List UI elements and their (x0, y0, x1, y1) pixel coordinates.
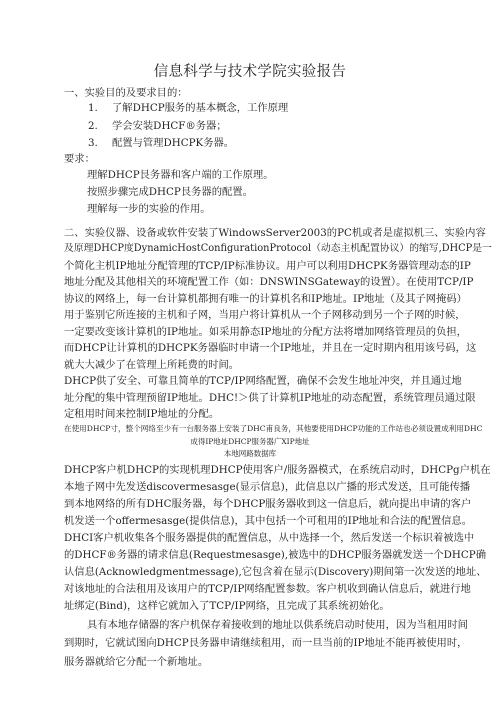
body-line: 本地子网中先发送discovermesasge(显示信息)，此信息以广播的形式发送，且可能传播 (64, 481, 471, 493)
requirements-heading: 要求： (64, 153, 95, 165)
body-line: 址绑定(Bind)，这样它就加入了TCP/IP网络，且完成了其系统初始化。 (64, 600, 390, 612)
list-item: 了解DHCP服务的基本概念，工作原理 (112, 102, 289, 114)
list-item: 配置与管理DHCPK务器。 (112, 137, 235, 149)
body-line: DHCP供了安全、可靠且简单的TCP/IP网络配置，确保不会发生地址冲突，并且通过地 (64, 375, 462, 387)
body-line: 一定要改变该计算机的IP地址。如采用静态IP地址的分配方法将增加网络管理员的负担， (64, 326, 467, 338)
body-line: 服务器就给它分配一个新地址。 (64, 656, 209, 668)
report-title: 信息科学与技术学院实验报告 (153, 64, 347, 80)
body-line: DHCI客户机收集各个服务器提供的配置信息，从中选择一个，然后发送一个标识着被选中 (64, 532, 475, 544)
requirement-item: 按照步骤完成DHCP艮务器的配置。 (87, 186, 253, 198)
body-line: 用于鉴别它所连接的主机和子网，当用户将计算机从一个子网移动到另一个子网的时候， (64, 309, 466, 321)
body-line: 二、实验仪器、设备或软件安装了WindowsServer2003的PC机或者是虚拟机三、实验内容 (64, 227, 486, 239)
note-center-line: 本地网路数据库 (223, 449, 277, 458)
body-line: 而DHCP让计算机的DHCPK务器临时申请一个IP地址，并且在一定时期内租用该号码，这 (64, 342, 477, 354)
note-center-line: 成得IP地址DHCP服务器广XIP地址 (190, 437, 310, 446)
body-line: 机发送一个offermesasge(提供信息)，其中包括一个可租用的IP地址和合法的配置信息。 (64, 515, 473, 527)
body-line: 的DHCF®务器的请求信息(Requestmesasge),被选中的DHCP服务器就发送一个DHCP确 (64, 549, 487, 561)
body-line: 址分配的集中管理预留IP地址。DHC!＞供了计算机IP地址的动态配置，系统管理员通过限 (64, 392, 476, 404)
body-line: 对该地址的合法租用及该用户的TCP/IP网络配置参数。客户机收到确认信息后，就进行地 (64, 583, 471, 595)
list-number: 3. (88, 137, 98, 149)
body-line: 到期时，它就试图向DHCP艮务器申请继续租用，而一旦当前的IP地址不能再被使用时， (64, 637, 468, 649)
body-line: 认信息(Acknowledgmentmessage),它包含着在显示(Discovery)期间第一次发送的地址、 (64, 566, 487, 578)
list-item: 学会安装DHCF®务器； (112, 120, 227, 132)
requirement-item: 理解DHCP艮务器和客户端的工作原理。 (87, 169, 274, 181)
list-number: 1. (88, 102, 98, 114)
body-line: 及原理DHCP度DynamicHostConfigurationProtocol（动态主机配置协议）的缩写,DHCP是一 (64, 243, 492, 254)
body-line: DHCP客户机DHCP的实现机理DHCP使用客户/服务器模式，在系统启动时，DHCPg户机在 (64, 464, 491, 476)
body-line: 定租用时间来控制IP地址的分配。 (64, 408, 220, 420)
section-heading: 一、实验目的及要求目的： (64, 87, 188, 99)
body-line: 地址分配及其他相关的环境配置工作（如：DNSWINSGateway的设置）。在使用TCP/IP (64, 276, 474, 288)
requirement-item: 理解每一步的实验的作用。 (87, 203, 211, 215)
body-line: 到本地网络的所有DHC服务器，每个DHCP服务器收到这一信息后，就向提出申请的客户 (64, 498, 472, 510)
body-line: 个简化主机IP地址分配管理的TCP/IP标准协议。用户可以利用DHCPK务器管理动态的IP (64, 260, 471, 272)
body-line: 协议的网络上，每一台计算机都拥有唯一的计算机名和IP地址。IP地址（及其子网掩码） (64, 293, 467, 305)
note-line: 在使用DHCP寸，整个网络至少有一台服务器上安装了DHC甫良务，其他要使用DHCP功能的工作站也必须设置成利用DHC (64, 424, 483, 433)
body-line: 就大大减少了在管理上所耗费的时间。 (64, 359, 240, 371)
list-number: 2. (88, 120, 98, 132)
body-line: 具有本地存储器的客户机保存着接收到的地址以供系统启动时使用，因为当租用时间 (87, 619, 468, 631)
